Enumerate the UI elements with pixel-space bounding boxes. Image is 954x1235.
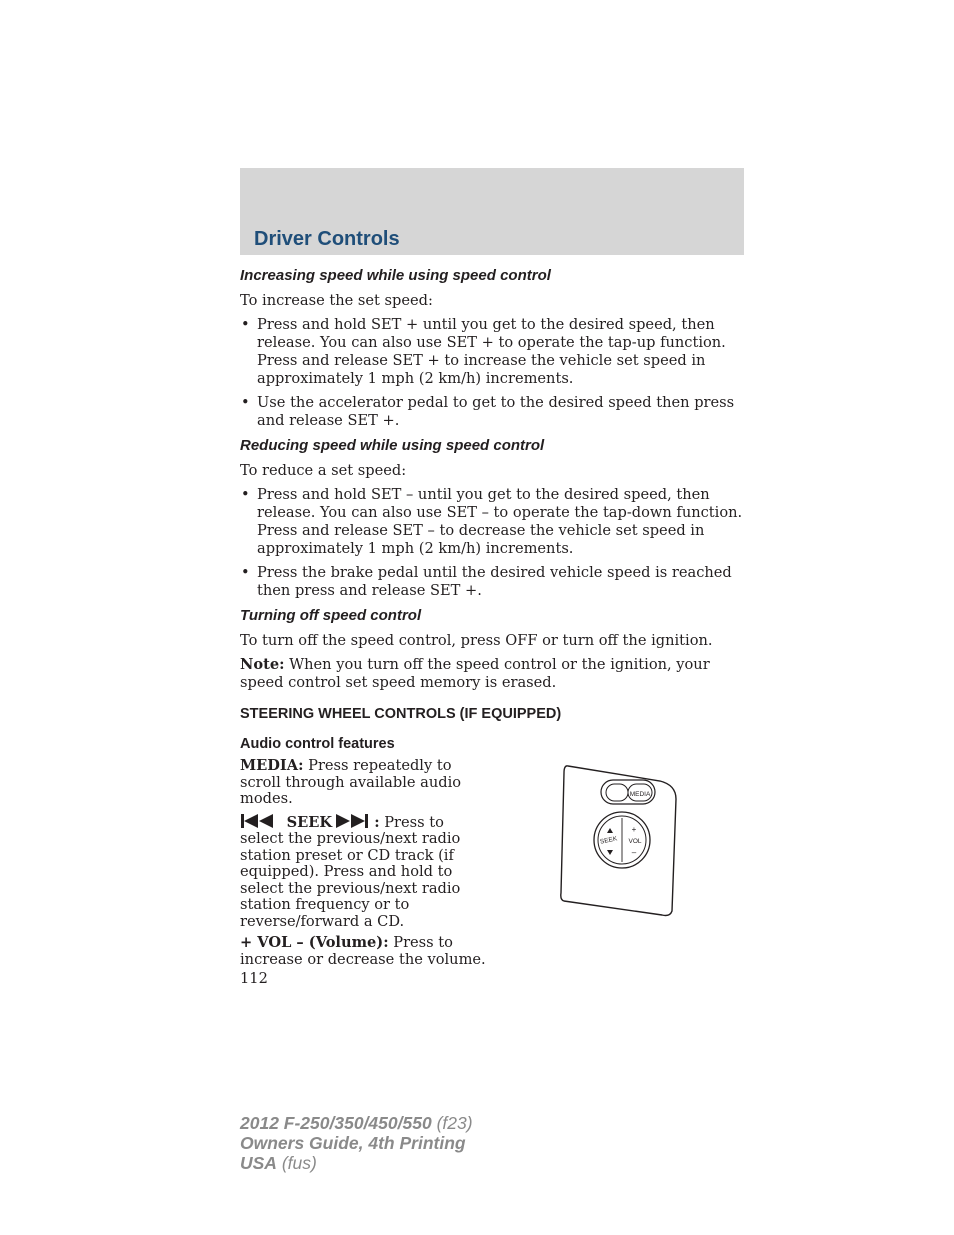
- list-item: • Press and hold SET – until you get to the desired speed, then release. You can also use SET – to operate the tap-down function. Press and release SET – to decrease the vehicle set speed in approximately 1 mph (2 km/h) increments.: [240, 486, 744, 558]
- header-band: [240, 168, 744, 255]
- seek-label: SEEK: [286, 813, 333, 831]
- footer-model-code: (f23): [431, 1113, 473, 1133]
- seek-next-icon: [335, 813, 369, 829]
- footer-line-model: [240, 1113, 473, 1133]
- turning-off-heading: Turning off speed control: [240, 607, 422, 624]
- media-paragraph: [240, 758, 490, 808]
- volume-text: Press to increase or decrease the volume.: [240, 934, 486, 968]
- reducing-speed-list: [240, 486, 744, 600]
- footer-market: USA: [240, 1153, 277, 1173]
- reducing-speed-intro: To reduce a set speed:: [240, 462, 407, 479]
- media-label: MEDIA:: [240, 757, 304, 774]
- list-item: • Press the brake pedal until the desired vehicle speed is reached then press and release SET +.: [240, 564, 744, 600]
- note-text: When you turn off the speed control or the ignition, your speed control set speed memory is erased.: [240, 656, 710, 691]
- seek-volume-control: [594, 812, 650, 868]
- increasing-speed-list: [240, 316, 744, 430]
- media-button: [601, 780, 655, 804]
- volume-label: + VOL – (Volume):: [240, 934, 389, 951]
- seek-colon: :: [369, 813, 380, 831]
- list-item: • Use the accelerator pedal to get to the desired speed then press and release SET +.: [240, 394, 744, 430]
- footer-market-code: (fus): [276, 1153, 317, 1173]
- seek-paragraph: [240, 813, 490, 931]
- increasing-speed-intro: To increase the set speed:: [240, 292, 433, 309]
- reducing-speed-heading: Reducing speed while using speed control: [240, 437, 545, 454]
- volume-minus-label: –: [631, 848, 637, 857]
- audio-control-heading: Audio control features: [240, 736, 395, 752]
- footer-imprint: [240, 1113, 473, 1173]
- volume-plus-label: +: [631, 825, 637, 834]
- increasing-speed-heading: Increasing speed while using speed control: [240, 267, 551, 284]
- media-button-label: MEDIA: [629, 791, 651, 798]
- audio-column: [240, 758, 490, 988]
- seek-text: Press to select the previous/next radio station preset or CD track (if equipped). Press and hold to select the previous/next radio station frequency or to reverse/forward a CD.: [240, 813, 461, 930]
- volume-control-label: VOL: [628, 838, 642, 845]
- footer-model: 2012 F-250/350/450/550: [240, 1113, 432, 1133]
- turning-off-text: To turn off the speed control, press OFF or turn off the ignition.: [240, 632, 713, 649]
- seek-control-label: SEEK: [599, 835, 618, 846]
- media-text: Press repeatedly to scroll through available audio modes.: [240, 757, 462, 807]
- footer-line-market: [240, 1153, 473, 1173]
- note-paragraph: [240, 656, 744, 692]
- note-label: Note:: [240, 656, 285, 673]
- list-item: • Press and hold SET + until you get to the desired speed, then release. You can also use SET + to operate the tap-up function. Press and release SET + to increase the vehicle set speed in approximately 1 mph (2 km/h) increments.: [240, 316, 744, 388]
- seek-previous-icon: [240, 813, 274, 829]
- footer-line-printing: Owners Guide, 4th Printing: [240, 1133, 466, 1153]
- page-number: 112: [240, 970, 268, 987]
- page-title: Driver Controls: [254, 228, 400, 250]
- steering-controls-heading: STEERING WHEEL CONTROLS (IF EQUIPPED): [240, 706, 562, 722]
- volume-paragraph: [240, 935, 490, 968]
- steering-wheel-controls-illustration: [560, 763, 678, 919]
